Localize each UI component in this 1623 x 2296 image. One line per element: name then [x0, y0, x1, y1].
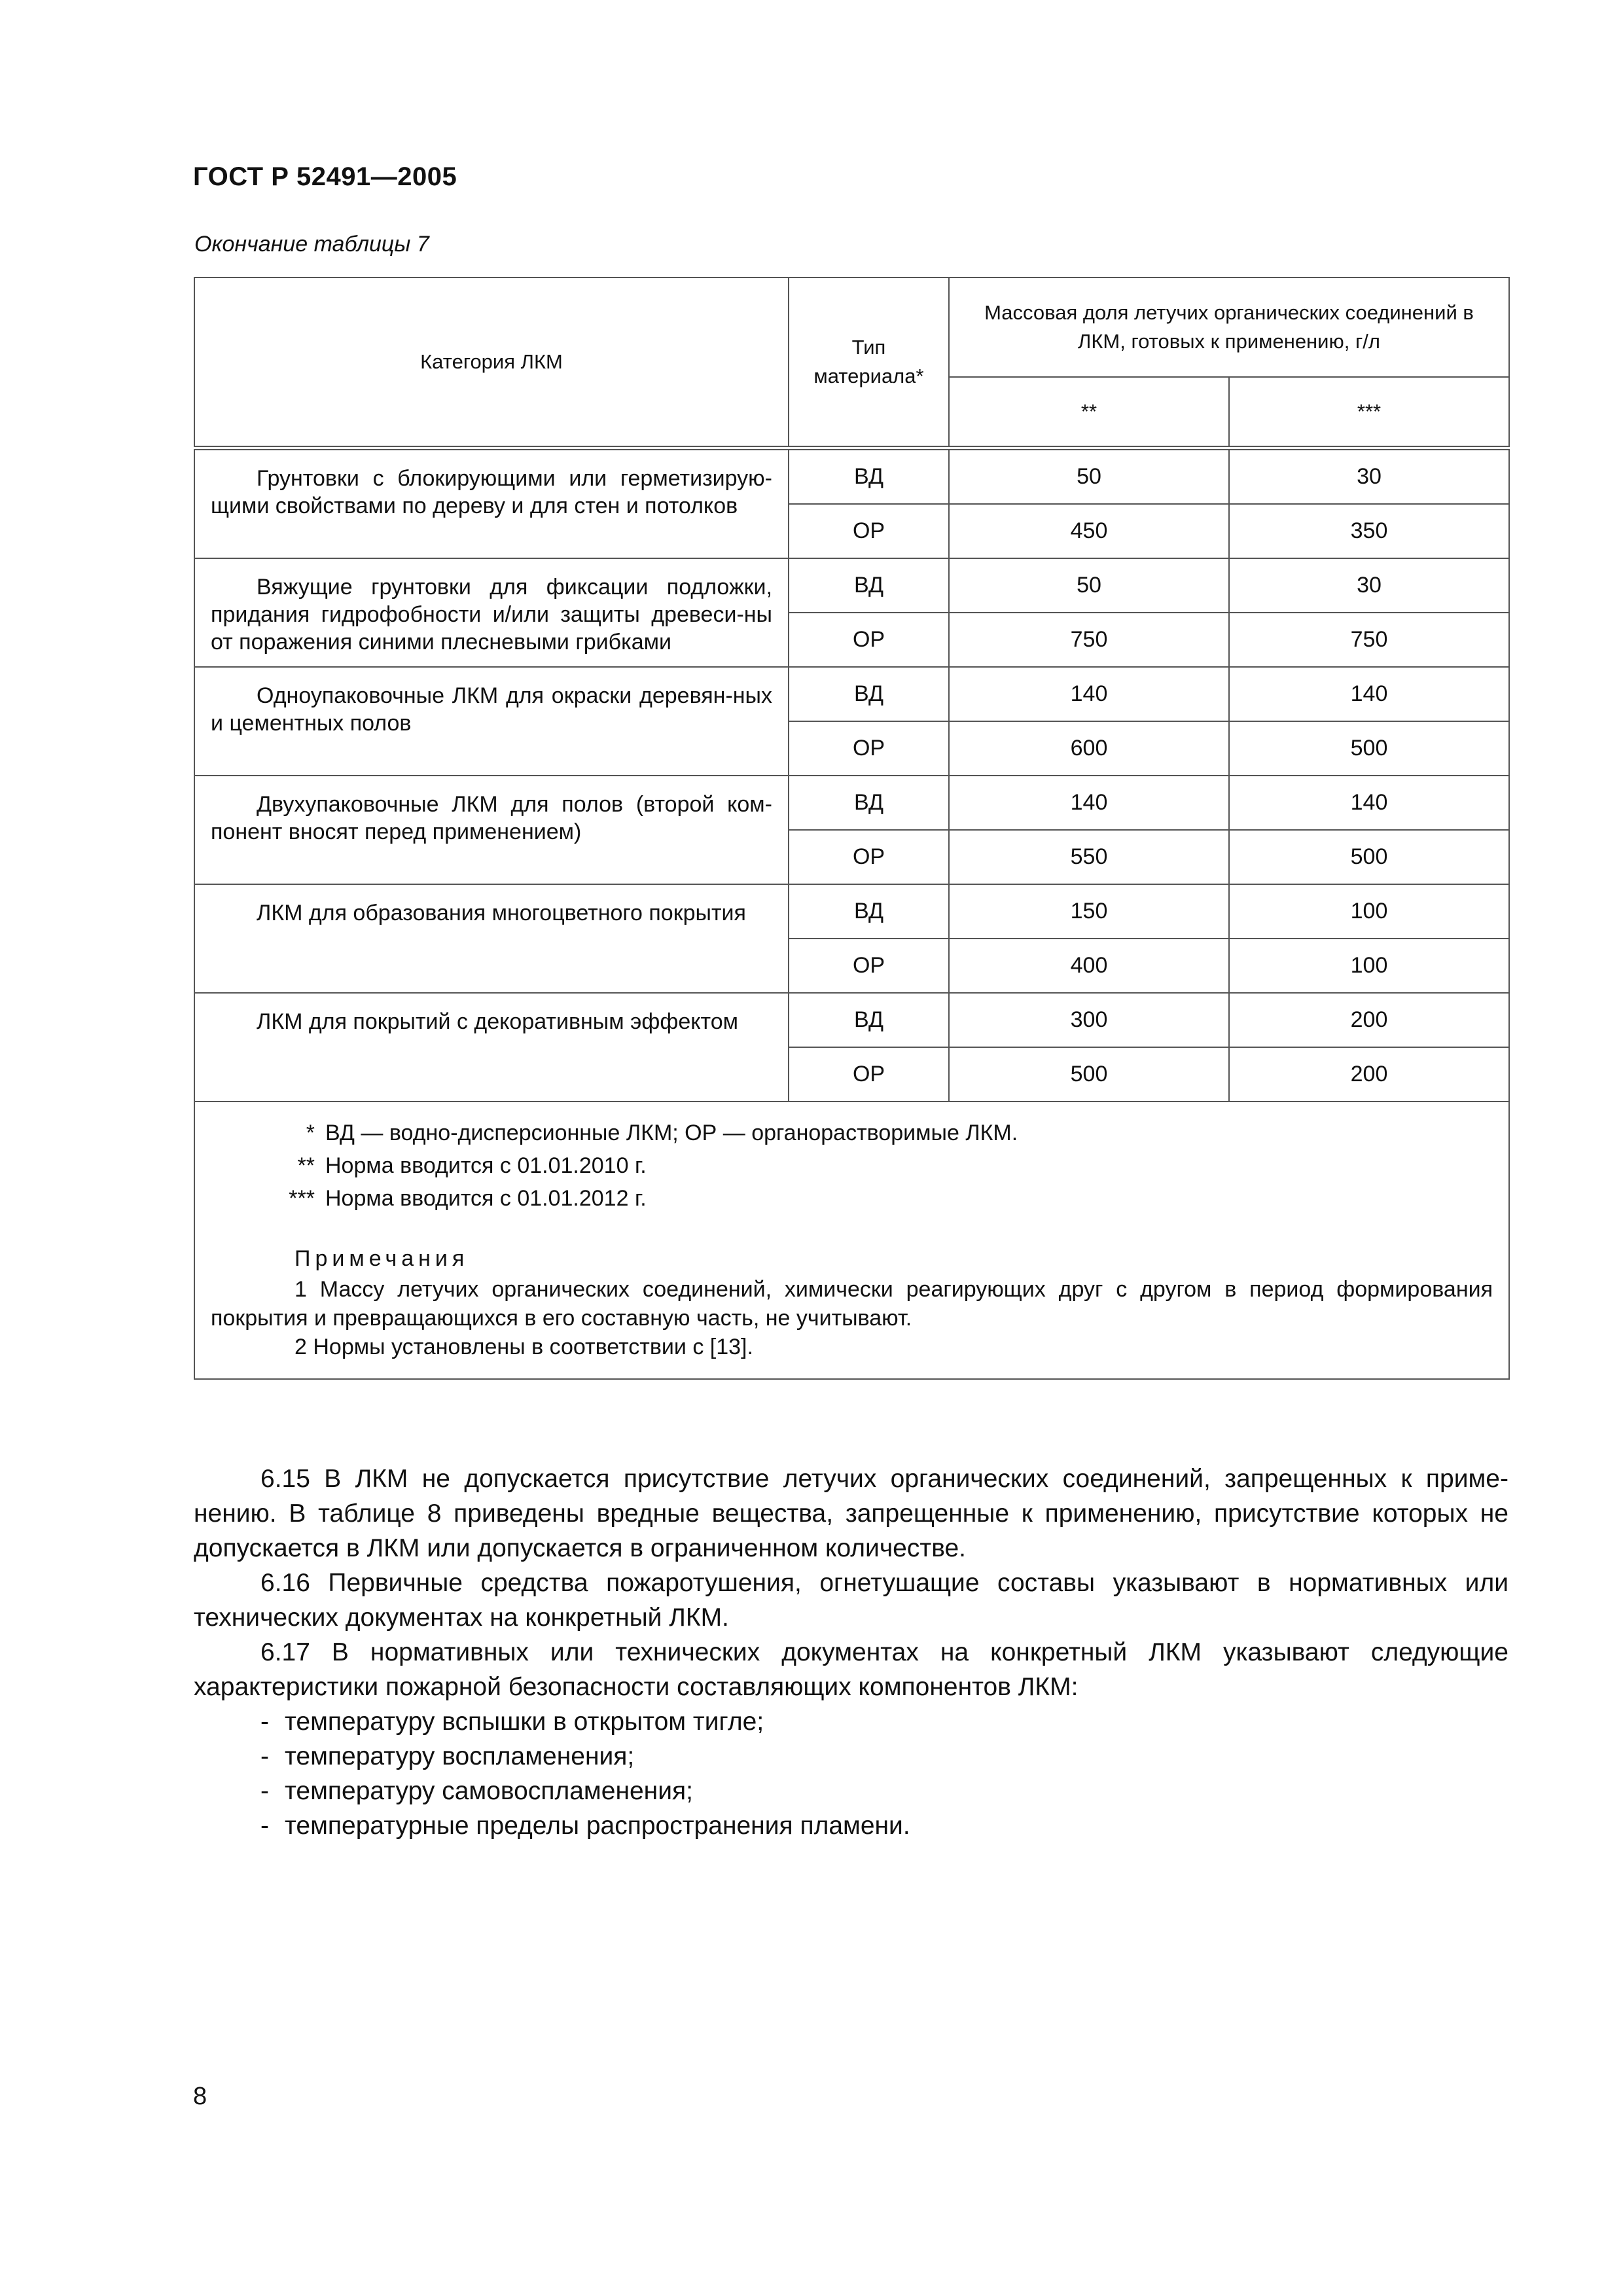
category-cell: Одноупаковочные ЛКМ для окраски деревян-ных и цементных полов	[194, 667, 789, 776]
note: 2 Нормы установлены в соответствии с [13].	[294, 1335, 753, 1359]
list-item: - температуру самовоспламенения;	[260, 1777, 693, 1805]
list-item: - температуру вспышки в открытом тигле;	[260, 1708, 764, 1736]
header-norm-2012: ***	[1229, 377, 1509, 448]
value-cell: 400	[949, 939, 1229, 993]
paragraph-6-17: 6.17 В нормативных или технических документах на конкретный ЛКМ указывают следующие характеристики пожарной безопасности составляющих компонентов ЛКМ:	[194, 1638, 1508, 1701]
value-cell: 30	[1229, 448, 1509, 505]
note: 1 Массу летучих органических соединений, химически реагирующих друг с другом в период формирования покрытия и превращающихся в его составную часть, не учитывают.	[211, 1277, 1493, 1331]
footnote: *** Норма вводится с 01.01.2012 г.	[289, 1186, 647, 1211]
table-row	[194, 884, 1509, 939]
paragraph-6-15: 6.15 В ЛКМ не допускается присутствие летучих органических соединений, запрещенных к приме-нению. В таблице 8 приведены вредные вещества, запрещенные к применению, присутствие которых не допускается в ЛКМ или допускается в ограниченном количестве.	[194, 1465, 1508, 1562]
type-cell: ОР	[789, 830, 949, 884]
table-row	[194, 667, 1509, 721]
table-caption: Окончание таблицы 7	[194, 232, 429, 257]
type-cell: ОР	[789, 504, 949, 558]
value-cell: 550	[949, 830, 1229, 884]
value-cell: 750	[949, 613, 1229, 667]
value-cell: 300	[949, 993, 1229, 1047]
paragraph-6-16: 6.16 Первичные средства пожаротушения, огнетушащие составы указывают в нормативных или технических документах на конкретный ЛКМ.	[194, 1569, 1508, 1632]
value-cell: 750	[1229, 613, 1509, 667]
type-cell: ОР	[789, 721, 949, 776]
type-cell: ВД	[789, 993, 949, 1047]
list-item: - температуру воспламенения;	[260, 1742, 635, 1770]
page-number: 8	[193, 2083, 207, 2110]
value-cell: 140	[1229, 776, 1509, 830]
header-norm-2010: **	[949, 377, 1229, 448]
value-cell: 500	[1229, 830, 1509, 884]
type-cell: ВД	[789, 667, 949, 721]
table-row	[194, 558, 1509, 613]
type-cell: ВД	[789, 884, 949, 939]
document-header: ГОСТ Р 52491—2005	[193, 162, 457, 191]
footnote: ** Норма вводится с 01.01.2010 г.	[297, 1153, 647, 1178]
voc-limits-table	[194, 277, 1510, 1380]
value-cell: 500	[1229, 721, 1509, 776]
table-footnotes	[194, 1102, 1509, 1379]
category-cell: ЛКМ для покрытий с декоративным эффектом	[194, 993, 789, 1102]
value-cell: 140	[949, 776, 1229, 830]
value-cell: 140	[1229, 667, 1509, 721]
value-cell: 150	[949, 884, 1229, 939]
type-cell: ОР	[789, 939, 949, 993]
category-cell: Грунтовки с блокирующими или герметизирую-щими свойствами по дереву и для стен и потолков	[194, 448, 789, 559]
type-cell: ВД	[789, 776, 949, 830]
type-cell: ОР	[789, 613, 949, 667]
value-cell: 200	[1229, 1047, 1509, 1102]
value-cell: 30	[1229, 558, 1509, 613]
table-row	[194, 776, 1509, 830]
type-cell: ОР	[789, 1047, 949, 1102]
value-cell: 140	[949, 667, 1229, 721]
value-cell: 50	[949, 558, 1229, 613]
value-cell: 350	[1229, 504, 1509, 558]
notes-title: Примечания	[294, 1246, 469, 1271]
category-cell: Вяжущие грунтовки для фиксации подложки, придания гидрофобности и/или защиты древеси-ны от поражения синими плесневыми грибками	[194, 558, 789, 667]
value-cell: 100	[1229, 884, 1509, 939]
table-row	[194, 448, 1509, 505]
header-mass-fraction: Массовая доля летучих органических соединений в ЛКМ, готовых к применению, г/л	[949, 278, 1509, 377]
value-cell: 600	[949, 721, 1229, 776]
value-cell: 100	[1229, 939, 1509, 993]
value-cell: 450	[949, 504, 1229, 558]
category-cell: Двухупаковочные ЛКМ для полов (второй ком-понент вносят перед применением)	[194, 776, 789, 884]
type-cell: ВД	[789, 558, 949, 613]
list-item: - температурные пределы распространения пламени.	[260, 1812, 910, 1840]
table-row	[194, 993, 1509, 1047]
header-category: Категория ЛКМ	[194, 278, 789, 448]
footnote: * ВД — водно-дисперсионные ЛКМ; ОР — органорастворимые ЛКМ.	[306, 1121, 1018, 1145]
category-cell: ЛКМ для образования многоцветного покрытия	[194, 884, 789, 993]
body-text	[194, 1462, 1508, 1843]
value-cell: 500	[949, 1047, 1229, 1102]
header-material-type: Тип материала*	[789, 278, 949, 448]
value-cell: 50	[949, 448, 1229, 505]
type-cell: ВД	[789, 448, 949, 505]
value-cell: 200	[1229, 993, 1509, 1047]
